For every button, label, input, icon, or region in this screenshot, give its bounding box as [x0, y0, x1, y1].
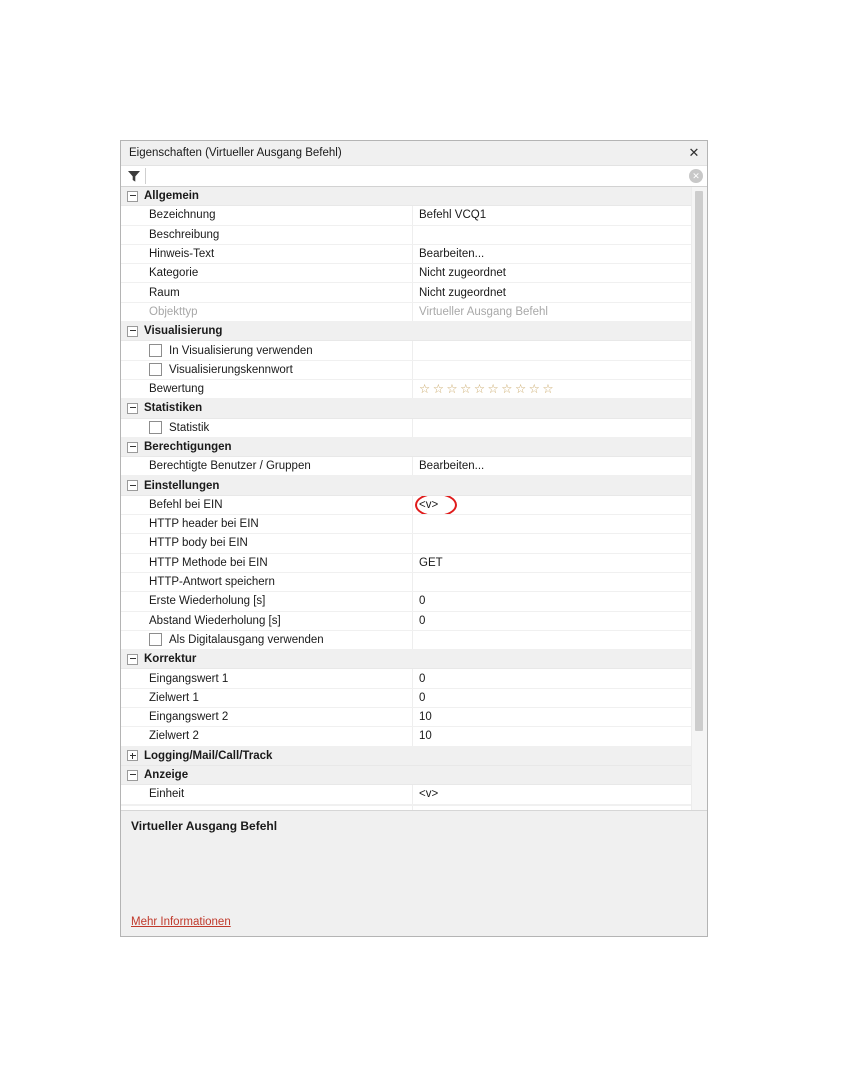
expand-group-icon[interactable]: [127, 750, 138, 761]
property-name-cell: [121, 573, 413, 591]
property-label: Eingangswert 2: [149, 711, 229, 724]
property-value-cell[interactable]: [413, 727, 691, 745]
property-value-cell[interactable]: [413, 341, 691, 359]
property-label: Statistik: [169, 421, 210, 434]
property-row[interactable]: [121, 612, 691, 631]
property-label: Visualisierungskennwort: [169, 363, 293, 376]
property-name-cell: [121, 554, 413, 572]
group-label: Einstellungen: [144, 479, 220, 492]
property-value-cell[interactable]: [413, 631, 691, 649]
property-name-cell: [121, 534, 413, 552]
group-label: Korrektur: [144, 653, 197, 666]
property-group-row[interactable]: [121, 650, 691, 669]
property-value: GET: [419, 556, 443, 569]
window-titlebar: [121, 141, 707, 165]
filter-input[interactable]: [145, 168, 686, 184]
group-header: [121, 747, 691, 765]
property-name-cell: [121, 727, 413, 745]
property-row[interactable]: [121, 496, 691, 515]
property-name-cell: [121, 341, 413, 359]
window-title: Eigenschaften (Virtueller Ausgang Befehl): [129, 147, 342, 159]
property-label: Einheit: [149, 788, 185, 801]
group-label: Visualisierung: [144, 325, 223, 338]
property-group-row[interactable]: [121, 187, 691, 206]
rating-stars[interactable]: ☆☆☆☆☆☆☆☆☆☆: [419, 381, 557, 396]
property-value: Nicht zugeordnet: [419, 267, 506, 280]
group-label: Statistiken: [144, 402, 203, 415]
property-group-row[interactable]: [121, 399, 691, 418]
property-value-cell[interactable]: [413, 457, 691, 475]
property-value-cell[interactable]: [413, 419, 691, 437]
property-label: Beschreibung: [149, 228, 220, 241]
property-label: Hinweis-Text: [149, 248, 215, 261]
properties-grid: [121, 187, 691, 810]
property-value-cell[interactable]: [413, 592, 691, 610]
property-value-cell[interactable]: [413, 283, 691, 301]
property-label: Bezeichnung: [149, 209, 216, 222]
funnel-icon: [127, 169, 141, 183]
property-name-cell: [121, 689, 413, 707]
grid-scrollbar-thumb[interactable]: [695, 191, 703, 731]
property-row[interactable]: [121, 419, 691, 438]
property-row[interactable]: [121, 457, 691, 476]
description-title: Virtueller Ausgang Befehl: [131, 819, 278, 833]
property-name-cell: [121, 303, 413, 321]
property-value: 0: [419, 595, 426, 608]
property-label: Eingangswert 1: [149, 672, 229, 685]
property-label: HTTP header bei EIN: [149, 518, 259, 531]
clear-filter-icon[interactable]: ✕: [689, 169, 703, 183]
property-value-cell[interactable]: [413, 245, 691, 263]
property-value-cell[interactable]: [413, 206, 691, 224]
property-row[interactable]: [121, 785, 691, 804]
property-group-row[interactable]: [121, 322, 691, 341]
collapse-group-icon[interactable]: [127, 480, 138, 491]
close-icon[interactable]: ✕: [688, 145, 700, 160]
property-value-cell[interactable]: [413, 708, 691, 726]
property-label: Zielwert 2: [149, 730, 199, 743]
property-value: Befehl VCQ1: [419, 209, 487, 222]
property-checkbox[interactable]: [149, 344, 162, 357]
group-label: Logging/Mail/Call/Track: [144, 749, 273, 762]
property-name-cell: [121, 496, 413, 514]
property-value: 0: [419, 672, 426, 685]
property-label: HTTP Methode bei EIN: [149, 556, 268, 569]
property-value: Nicht zugeordnet: [419, 286, 506, 299]
more-information-link[interactable]: Mehr Informationen: [131, 916, 231, 928]
property-label: Kategorie: [149, 267, 199, 280]
property-row[interactable]: [121, 515, 691, 534]
property-label: In Visualisierung verwenden: [169, 344, 313, 357]
property-row[interactable]: [121, 631, 691, 650]
property-row[interactable]: [121, 534, 691, 553]
property-value-cell[interactable]: [413, 785, 691, 803]
property-row[interactable]: [121, 573, 691, 592]
property-row[interactable]: [121, 708, 691, 727]
property-row[interactable]: [121, 727, 691, 746]
group-header: [121, 766, 691, 784]
description-pane: [121, 810, 707, 936]
property-value: 0: [419, 614, 426, 627]
property-value-cell[interactable]: [413, 573, 691, 591]
property-group-row[interactable]: [121, 747, 691, 766]
property-name-cell: [121, 669, 413, 687]
property-name-cell: [121, 592, 413, 610]
property-group-row[interactable]: [121, 766, 691, 785]
property-row[interactable]: [121, 264, 691, 283]
collapse-group-icon[interactable]: [127, 770, 138, 781]
property-label: Erste Wiederholung [s]: [149, 595, 266, 608]
property-name-cell: [121, 264, 413, 282]
property-checkbox[interactable]: [149, 363, 162, 376]
property-row[interactable]: [121, 592, 691, 611]
property-row[interactable]: [121, 689, 691, 708]
property-name-cell: [121, 206, 413, 224]
property-label: Zielwert 1: [149, 691, 199, 704]
group-header: [121, 187, 691, 205]
property-group-row[interactable]: [121, 476, 691, 495]
property-label: HTTP body bei EIN: [149, 537, 248, 550]
filter-bar: [121, 165, 707, 187]
property-checkbox[interactable]: [149, 421, 162, 434]
property-label: HTTP-Antwort speichern: [149, 576, 275, 589]
property-name-cell: [121, 631, 413, 649]
property-label: Bewertung: [149, 383, 204, 396]
property-row[interactable]: [121, 226, 691, 245]
property-value-cell[interactable]: [413, 515, 691, 533]
property-row[interactable]: [121, 303, 691, 322]
property-name-cell: [121, 515, 413, 533]
property-value-cell[interactable]: [413, 534, 691, 552]
property-value: <v>: [419, 498, 439, 511]
property-value: Bearbeiten...: [419, 248, 485, 261]
property-row[interactable]: [121, 206, 691, 225]
property-value: 0: [419, 691, 426, 704]
property-value: <v>: [419, 788, 439, 801]
property-row[interactable]: [121, 361, 691, 380]
property-name-cell: [121, 245, 413, 263]
collapse-group-icon[interactable]: [127, 191, 138, 202]
property-label: Objekttyp: [149, 305, 198, 318]
property-name-cell: [121, 283, 413, 301]
property-value-cell[interactable]: [413, 554, 691, 572]
properties-window: [120, 140, 708, 937]
property-label: Berechtigte Benutzer / Gruppen: [149, 460, 311, 473]
group-header: [121, 438, 691, 456]
property-row[interactable]: [121, 283, 691, 302]
property-value-cell[interactable]: [413, 303, 691, 321]
property-name-cell: [121, 380, 413, 398]
property-name-cell: [121, 457, 413, 475]
property-value-cell[interactable]: [413, 361, 691, 379]
property-row[interactable]: [121, 554, 691, 573]
property-value-cell[interactable]: [413, 264, 691, 282]
property-value-cell[interactable]: [413, 496, 691, 514]
properties-grid-wrap: [121, 187, 707, 810]
property-value: 10: [419, 730, 432, 743]
property-value: 10: [419, 711, 432, 724]
property-row[interactable]: [121, 380, 691, 399]
property-checkbox[interactable]: [149, 633, 162, 646]
collapse-group-icon[interactable]: [127, 442, 138, 453]
property-name-cell: [121, 785, 413, 803]
group-label: Allgemein: [144, 190, 199, 203]
collapse-group-icon[interactable]: [127, 403, 138, 414]
property-label: Als Digitalausgang verwenden: [169, 633, 324, 646]
property-label: Abstand Wiederholung [s]: [149, 614, 281, 627]
property-row[interactable]: [121, 669, 691, 688]
group-label: Berechtigungen: [144, 441, 232, 453]
group-label: Anzeige: [144, 769, 189, 782]
property-value-cell[interactable]: [413, 226, 691, 244]
property-row[interactable]: [121, 341, 691, 360]
property-value-cell[interactable]: [413, 380, 691, 398]
property-name-cell: [121, 226, 413, 244]
group-header: [121, 476, 691, 494]
property-name-cell: [121, 708, 413, 726]
collapse-group-icon[interactable]: [127, 654, 138, 665]
group-header: [121, 399, 691, 417]
group-header: [121, 322, 691, 340]
group-header: [121, 650, 691, 668]
property-value: Bearbeiten...: [419, 460, 485, 473]
property-value-cell[interactable]: [413, 689, 691, 707]
grid-scrollbar[interactable]: [691, 187, 707, 810]
property-row[interactable]: [121, 245, 691, 264]
property-name-cell: [121, 361, 413, 379]
property-group-row[interactable]: [121, 438, 691, 457]
property-value: Virtueller Ausgang Befehl: [419, 305, 548, 318]
property-name-cell: [121, 419, 413, 437]
property-name-cell: [121, 612, 413, 630]
property-label: Raum: [149, 286, 180, 299]
collapse-group-icon[interactable]: [127, 326, 138, 337]
property-label: Befehl bei EIN: [149, 498, 223, 511]
property-value-cell[interactable]: [413, 669, 691, 687]
property-value-cell[interactable]: [413, 612, 691, 630]
